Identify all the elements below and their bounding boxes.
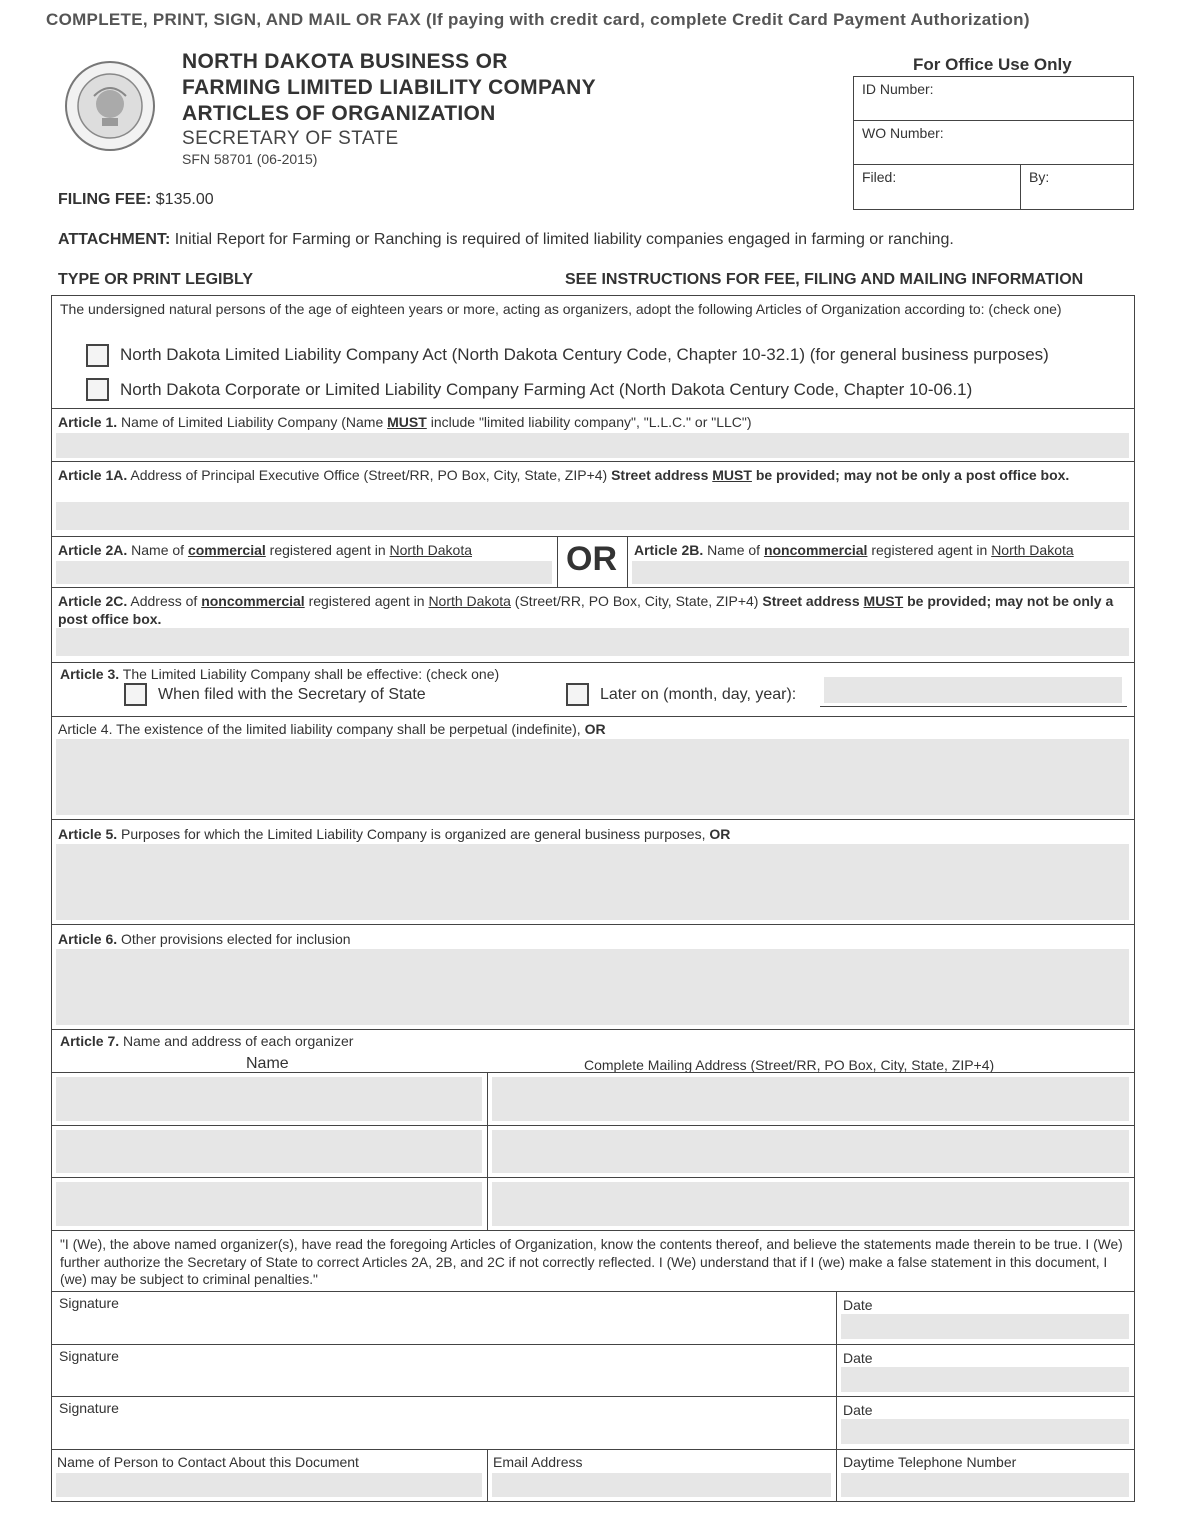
- article-2b-label: Article 2B. Name of noncommercial registered agent in North Dakota: [634, 542, 1074, 558]
- organizer-name-field[interactable]: [56, 1182, 482, 1226]
- signature-row: [51, 1291, 837, 1345]
- email-cell: [487, 1449, 837, 1502]
- article-1a-label: Article 1A. Address of Principal Executive Office (Street/RR, PO Box, City, State, ZIP+4) Street address MUST be provided; may not be only a post office box.: [58, 467, 1070, 483]
- article-4-field[interactable]: [56, 739, 1129, 815]
- table-row: [51, 1177, 488, 1231]
- llc-act-checkbox[interactable]: [86, 344, 109, 367]
- title-line-3: ARTICLES OF ORGANIZATION: [182, 102, 496, 125]
- article-2b-cell: [627, 536, 1135, 588]
- article-7-label: Article 7. Name and address of each organizer: [60, 1033, 354, 1049]
- see-instructions-label: SEE INSTRUCTIONS FOR FEE, FILING AND MAILING INFORMATION: [565, 271, 1084, 288]
- principal-office-address-field[interactable]: [56, 502, 1129, 530]
- article-4-label: Article 4. The existence of the limited liability company shall be perpetual (indefinite), OR: [58, 721, 606, 737]
- farming-act-checkbox[interactable]: [86, 378, 109, 401]
- contact-name-label: Name of Person to Contact About this Document: [57, 1454, 359, 1470]
- title-line-1: NORTH DAKOTA BUSINESS OR: [182, 50, 508, 73]
- effective-when-filed-label: When filed with the Secretary of State: [158, 686, 426, 703]
- effective-date-field[interactable]: [824, 677, 1122, 703]
- organizer-address-field[interactable]: [492, 1130, 1129, 1173]
- article-2c-section: [51, 587, 1135, 663]
- organizer-name-header: Name: [246, 1055, 289, 1072]
- title-line-2: FARMING LIMITED LIABILITY COMPANY: [182, 76, 596, 99]
- article-1-label: Article 1. Name of Limited Liability Company (Name MUST include "limited liability company", "L.L.C." or "LLC"): [58, 414, 752, 430]
- phone-field[interactable]: [841, 1473, 1129, 1497]
- article-5-section: [51, 819, 1135, 925]
- llc-name-field[interactable]: [56, 433, 1129, 458]
- article-6-field[interactable]: [56, 949, 1129, 1025]
- organizer-name-field[interactable]: [56, 1077, 482, 1121]
- date-field[interactable]: [841, 1367, 1129, 1392]
- article-4-section: [51, 716, 1135, 820]
- contact-name-field[interactable]: [56, 1473, 482, 1497]
- id-number-label: ID Number:: [854, 77, 1133, 121]
- state-seal-icon: [64, 60, 156, 152]
- noncommercial-agent-name-field[interactable]: [632, 561, 1129, 584]
- date-field[interactable]: [841, 1419, 1129, 1444]
- effective-later-label: Later on (month, day, year):: [600, 686, 797, 703]
- noncommercial-agent-address-field[interactable]: [56, 628, 1129, 656]
- article-3-label: Article 3. The Limited Liability Company shall be effective: (check one): [60, 666, 500, 682]
- article-6-label: Article 6. Other provisions elected for inclusion: [58, 931, 351, 947]
- table-row: [51, 1072, 488, 1126]
- commercial-agent-name-field[interactable]: [56, 561, 552, 584]
- filing-fee: FILING FEE: $135.00: [58, 191, 214, 208]
- by-label: By:: [1029, 169, 1050, 185]
- date-cell: [836, 1396, 1135, 1450]
- article-5-field[interactable]: [56, 844, 1129, 920]
- organizer-address-field[interactable]: [492, 1077, 1129, 1121]
- intro-text: The undersigned natural persons of the age of eighteen years or more, acting as organizers, adopt the following Articles of Organization according to: (check one): [60, 301, 1062, 317]
- article-2a-label: Article 2A. Name of commercial registered agent in North Dakota: [58, 542, 473, 558]
- table-row: [487, 1072, 1135, 1126]
- date-label: Date: [843, 1402, 873, 1418]
- office-use-box: [853, 76, 1134, 210]
- form-subtitle: SECRETARY OF STATE: [182, 128, 399, 149]
- filed-label: Filed:: [854, 165, 1021, 209]
- date-label: Date: [843, 1350, 873, 1366]
- email-field[interactable]: [492, 1473, 831, 1497]
- signature-label: Signature: [59, 1348, 119, 1364]
- attachment-note: ATTACHMENT: Initial Report for Farming or Ranching is required of limited liability companies engaged in farming or ranching.: [58, 231, 954, 248]
- effective-date-underline: [820, 706, 1127, 707]
- effective-when-filed-checkbox[interactable]: [124, 683, 147, 706]
- statement-text: "I (We), the above named organizer(s), have read the foregoing Articles of Organization, know the contents thereof, and believe the statements made therein to be true. I (We) further authorize the Secretary of State to correct Articles 2A, 2B, and 2C if not correctly reflected. I (We) understand that if I (we) make a false statement in this document, I (we) may be subject to criminal penalties.": [60, 1237, 1123, 1287]
- article-7-section: [51, 1029, 1135, 1073]
- form-title: [182, 49, 596, 127]
- top-instruction: COMPLETE, PRINT, SIGN, AND MAIL OR FAX (If paying with credit card, complete Credit Card Payment Authorization): [46, 10, 1030, 29]
- email-label: Email Address: [493, 1454, 583, 1470]
- article-2c-label: Article 2C. Address of noncommercial registered agent in North Dakota (Street/RR, PO Box, City, State, ZIP+4) Street address MUST be provided; may not be only a post office box.: [58, 593, 1114, 627]
- date-label: Date: [843, 1297, 873, 1313]
- date-cell: [836, 1344, 1135, 1397]
- organizer-address-field[interactable]: [492, 1182, 1129, 1226]
- effective-later-checkbox[interactable]: [566, 683, 589, 706]
- table-row: [51, 1125, 488, 1178]
- type-or-print-label: TYPE OR PRINT LEGIBLY: [58, 271, 253, 288]
- date-field[interactable]: [841, 1314, 1129, 1339]
- article-2a-cell: [51, 536, 558, 588]
- office-use-label: For Office Use Only: [913, 55, 1072, 74]
- contact-name-cell: [51, 1449, 488, 1502]
- organizer-address-header: Complete Mailing Address (Street/RR, PO Box, City, State, ZIP+4): [584, 1057, 995, 1073]
- llc-act-option-label: North Dakota Limited Liability Company Act (North Dakota Century Code, Chapter 10-32.1) (for general business purposes): [120, 345, 1049, 364]
- statement-section: [51, 1230, 1135, 1292]
- wo-number-label: WO Number:: [854, 121, 1133, 165]
- table-row: [487, 1177, 1135, 1231]
- table-row: [487, 1125, 1135, 1178]
- phone-label: Daytime Telephone Number: [843, 1454, 1017, 1470]
- article-3-section: [51, 662, 1135, 717]
- farming-act-option-label: North Dakota Corporate or Limited Liability Company Farming Act (North Dakota Century Code, Chapter 10-06.1): [120, 380, 973, 399]
- or-label: OR: [566, 540, 617, 578]
- signature-row: [51, 1344, 837, 1397]
- signature-label: Signature: [59, 1400, 119, 1416]
- signature-label: Signature: [59, 1295, 119, 1311]
- article-6-section: [51, 924, 1135, 1030]
- signature-row: [51, 1396, 837, 1450]
- phone-cell: [836, 1449, 1135, 1502]
- article-1a-section: [51, 461, 1135, 537]
- article-1-section: [51, 408, 1135, 462]
- form-number: SFN 58701 (06-2015): [182, 151, 318, 167]
- organizer-name-field[interactable]: [56, 1130, 482, 1173]
- date-cell: [836, 1291, 1135, 1345]
- article-5-label: Article 5. Purposes for which the Limited Liability Company is organized are general business purposes, OR: [58, 826, 731, 842]
- intro-section: [51, 295, 1135, 409]
